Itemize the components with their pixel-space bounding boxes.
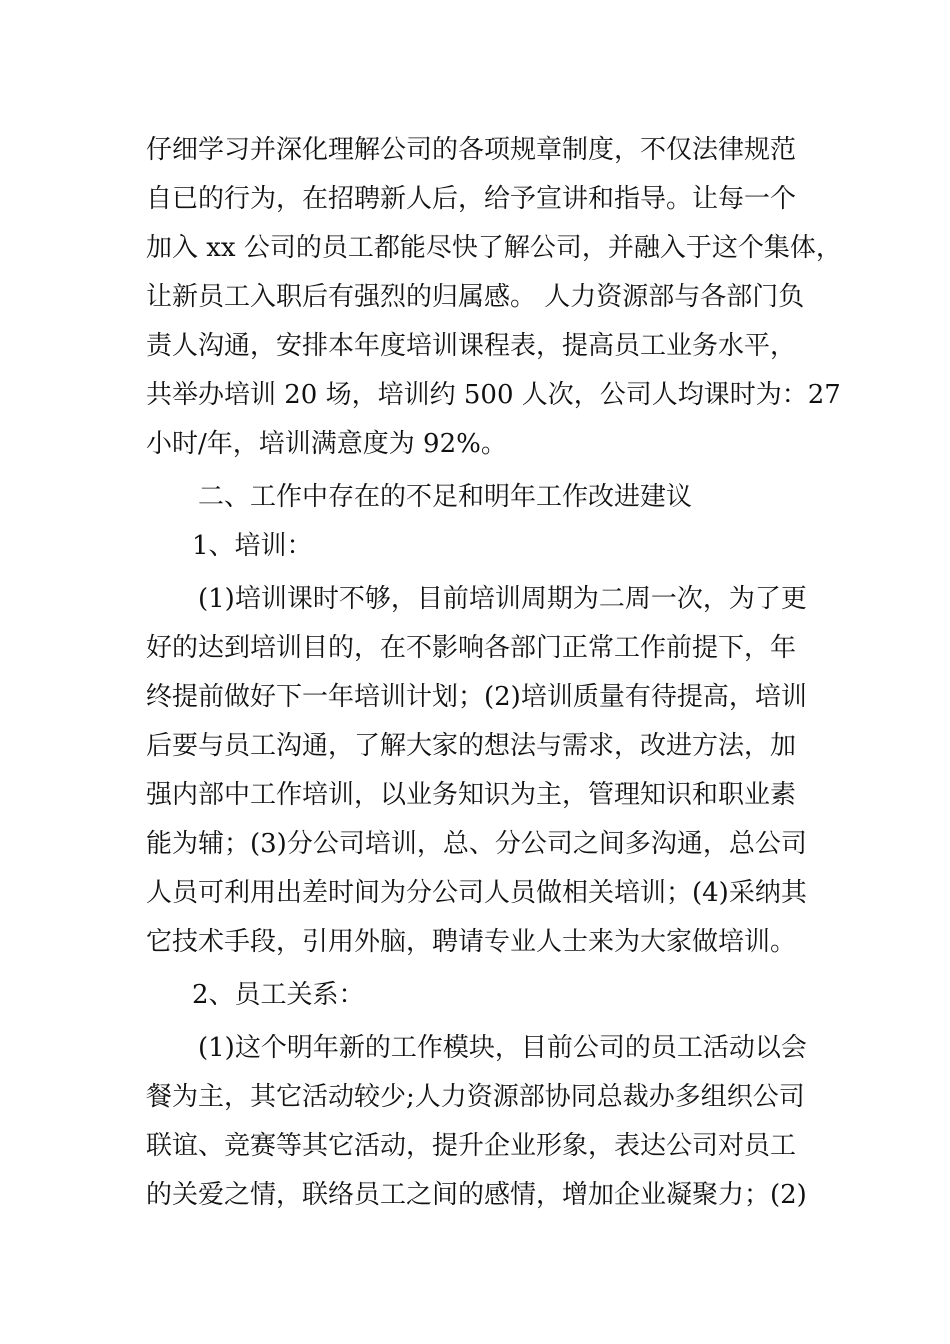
text-line: 后要与员工沟通，了解大家的想法与需求，改进方法，加 [146, 731, 797, 761]
text-line: 好的达到培训目的，在不影响各部门正常工作前提下，年 [146, 633, 797, 663]
text-line: 它技术手段，引用外脑，聘请专业人士来为大家做培训。 [146, 927, 797, 957]
text-line: 的关爱之情，联络员工之间的感情，增加企业凝聚力；(2) [146, 1180, 807, 1210]
text-line: 终提前做好下一年培训计划；(2)培训质量有待提高，培训 [146, 682, 807, 712]
text-line: 仔细学习并深化理解公司的各项规章制度，不仅法律规范 [146, 135, 797, 165]
text-line: 加入 xx 公司的员工都能尽快了解公司，并融入于这个集体， [146, 233, 842, 263]
text-line: 餐为主，其它活动较少;人力资源部协同总裁办多组织公司 [146, 1082, 805, 1112]
text-line: (1)培训课时不够，目前培训周期为二周一次，为了更 [198, 584, 807, 614]
subsection-heading: 2、员工关系： [192, 980, 365, 1010]
text-line: 能为辅；(3)分公司培训，总、分公司之间多沟通，总公司 [146, 829, 807, 859]
text-line: (1)这个明年新的工作模块，目前公司的员工活动以会 [198, 1033, 807, 1063]
section-heading: 二、工作中存在的不足和明年工作改进建议 [198, 482, 693, 512]
text-line: 强内部中工作培训，以业务知识为主，管理知识和职业素 [146, 780, 797, 810]
text-line: 让新员工入职后有强烈的归属感。 人力资源部与各部门负 [146, 282, 805, 312]
text-line: 小时/年，培训满意度为 92%。 [146, 429, 507, 459]
text-line: 人员可利用出差时间为分公司人员做相关培训；(4)采纳其 [146, 878, 807, 908]
subsection-heading: 1、培训： [192, 531, 313, 561]
text-line: 联谊、竞赛等其它活动，提升企业形象，表达公司对员工 [146, 1131, 797, 1161]
text-line: 责人沟通，安排本年度培训课程表，提高员工业务水平， [146, 331, 797, 361]
text-line: 自已的行为，在招聘新人后，给予宣讲和指导。让每一个 [146, 184, 797, 214]
text-line: 共举办培训 20 场，培训约 500 人次，公司人均课时为：27 [146, 380, 841, 410]
